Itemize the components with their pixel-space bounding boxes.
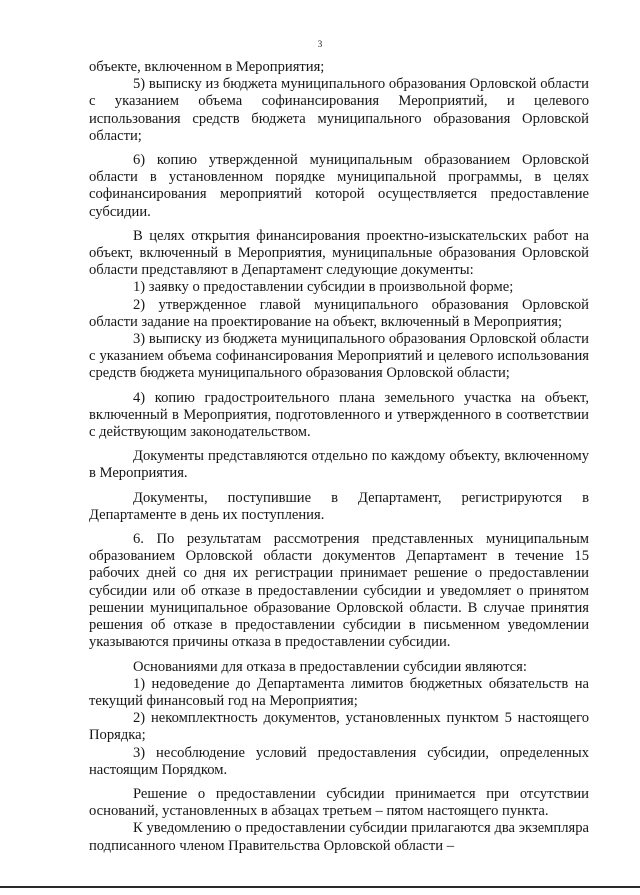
- paragraph-refusal-item-3: 3) несоблюдение условий предоставления субсидии, определенных настоящим Порядком.: [89, 744, 589, 778]
- paragraph-refusal-item-2: 2) некомплектность документов, установленных пунктом 5 настоящего Порядка;: [89, 710, 589, 744]
- paragraph-survey-financing: В целях открытия финансирования проектно-изыскательских работ на объект, включенный в Мероприятия, муниципальные образования Орловской области представляют в Департамент следующие документы:: [89, 227, 589, 279]
- paragraph-documents-registration: Документы, поступившие в Департамент, регистрируются в Департаменте в день их поступления.: [89, 489, 589, 523]
- paragraph-refusal-item-1: 1) недоведение до Департамента лимитов бюджетных обязательств на текущий финансовый год на Мероприятия;: [89, 675, 589, 709]
- paragraph-refusal-grounds: Основаниями для отказа в предоставлении субсидии являются:: [133, 658, 527, 675]
- paragraph-continuation: объекте, включенном в Мероприятия;: [89, 59, 325, 75]
- paragraph-item-6: 6) копию утвержденной муниципальным образованием Орловской области в установленном порядке муниципальной программы, в целях софинансирования мероприятий которой осуществляется предоставление субсидии.: [89, 152, 589, 220]
- document-body: [89, 59, 589, 855]
- paragraph-decision: Решение о предоставлении субсидии принимается при отсутствии оснований, установленных в абзацах третьем – пятом настоящего пункта.: [89, 785, 589, 820]
- paragraph-survey-item-3: 3) выписку из бюджета муниципального образования Орловской области с указанием объема софинансирования Мероприятий и целевого использования средств бюджета муниципального образования Орловской области;: [89, 331, 589, 382]
- paragraph-notification-attachment: К уведомлению о предоставлении субсидии прилагаются два экземпляра подписанного членом Правительства Орловской области –: [89, 820, 589, 854]
- paragraph-survey-item-2: 2) утвержденное главой муниципального образования Орловской области задание на проектирование на объект, включенный в Мероприятия;: [89, 296, 589, 330]
- paragraph-section-6: 6. По результатам рассмотрения представленных муниципальным образованием Орловской области документов Департамент в течение 15 рабочих дней со дня их регистрации принимает решение о предоставлении субсидии или об отказе в предоставлении субсидии и уведомляет о принятом решении муниципальное образование Орловской области. В случае принятия решения об отказе в предоставлении субсидии в письменном уведомлении указываются причины отказа в предоставлении субсидии.: [89, 531, 589, 651]
- page-bottom-edge: [0, 886, 640, 888]
- paragraph-documents-per-object: Документы представляются отдельно по каждому объекту, включенному в Мероприятия.: [89, 448, 589, 482]
- page-number: 3: [317, 39, 323, 49]
- paragraph-survey-item-1: 1) заявку о предоставлении субсидии в произвольной форме;: [133, 279, 514, 296]
- paragraph-survey-item-4: 4) копию градостроительного плана земельного участка на объект, включенный в Мероприятия, подготовленного и утвержденного в соответствии с действующим законодательством.: [89, 389, 589, 441]
- paragraph-item-5: 5) выписку из бюджета муниципального образования Орловской области с указанием объема софинансирования Мероприятий, и целевого использования средств бюджета муниципального образования Орловской области;: [89, 76, 589, 144]
